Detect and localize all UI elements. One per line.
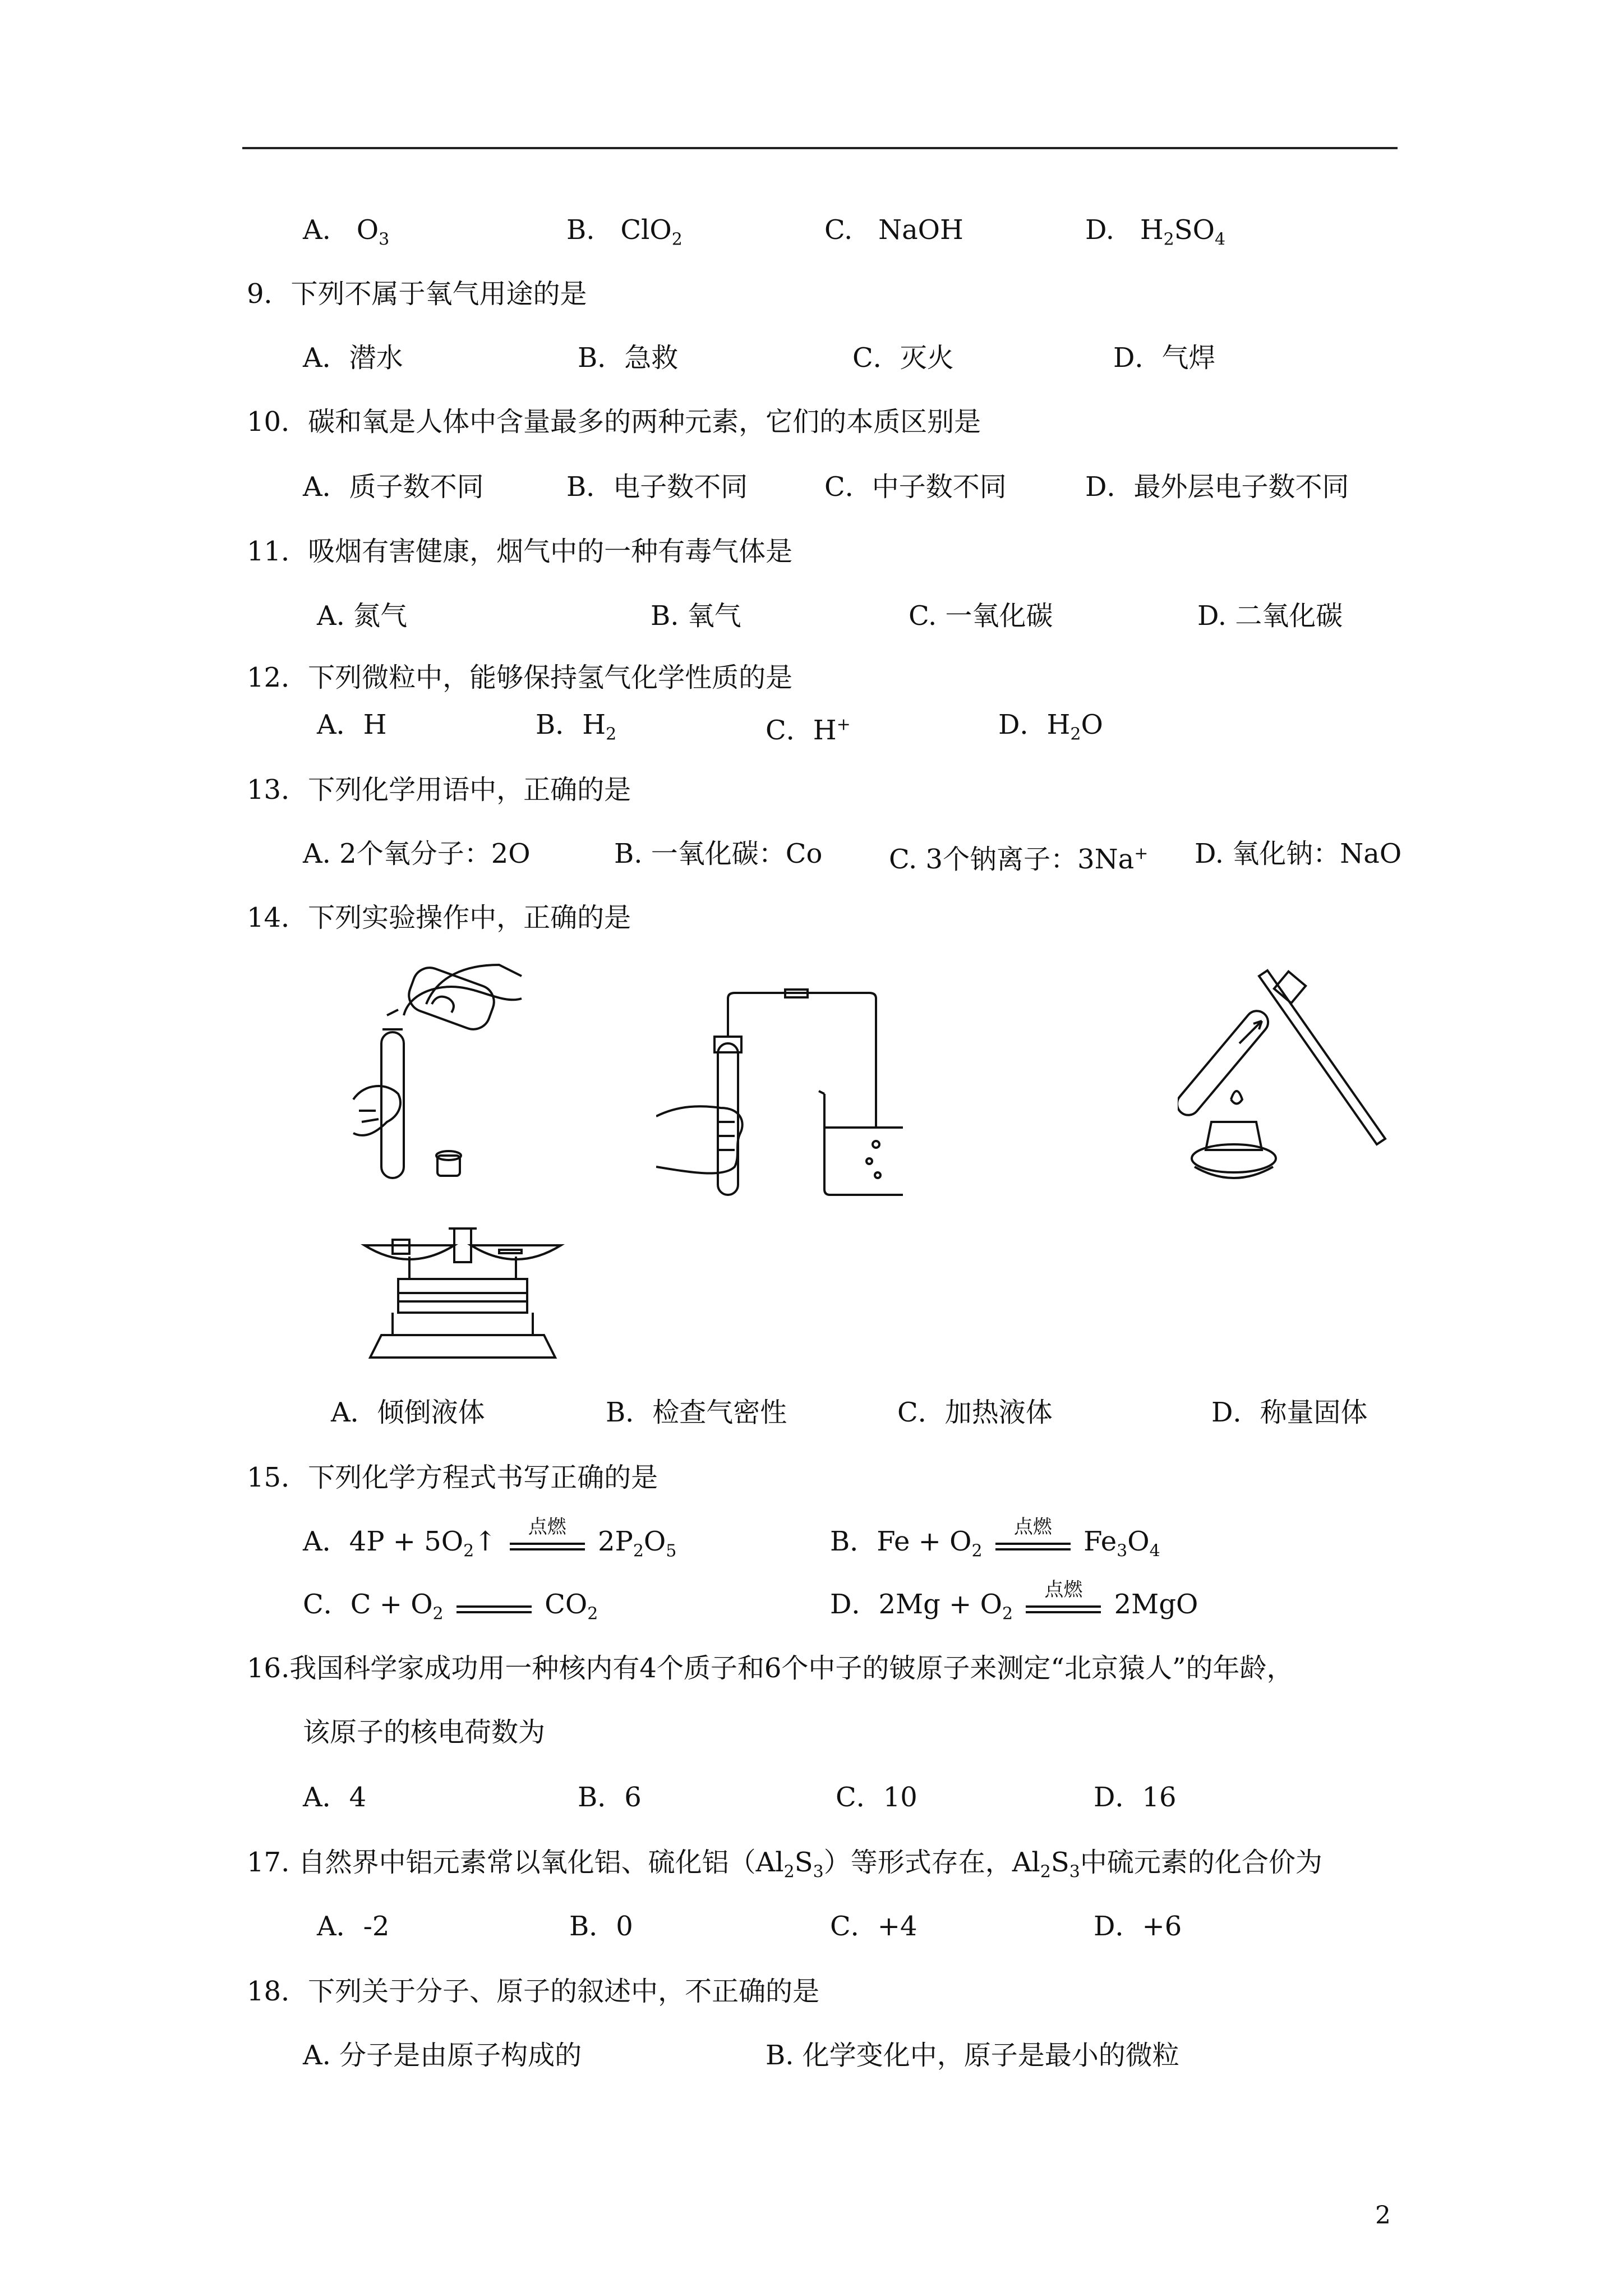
q9-option-c: C．灭火 [852,342,954,374]
q14-option-a: A．倾倒液体 [331,1397,485,1428]
q9-option-d: D．气焊 [1113,342,1216,374]
q16-option-b: B．6 [578,1782,642,1813]
q12-option-c: C．H+ [766,715,851,746]
q17-option-d: D．+6 [1094,1911,1182,1942]
reaction-condition-d: 点燃 [1021,1590,1105,1623]
q17-option-b: B．0 [569,1911,633,1942]
q10-option-d: D．最外层电子数不同 [1085,471,1349,503]
q14-option-c: C．加热液体 [897,1397,1053,1428]
q12-option-b: B．$H_2$ [536,709,617,744]
heating-liquid-illustration [1178,954,1396,1195]
q12-option-a: A．H [317,709,387,740]
q12-option-d: D．$H_2O$ [998,709,1103,744]
q13-option-c: C. 3个钠离子：3Na+ [889,844,1149,875]
q16-option-c: C．10 [836,1782,917,1813]
q9-option-b: B．急救 [578,342,679,374]
q13-stem: 13．下列化学用语中，正确的是 [247,774,631,806]
reaction-condition-a: 点燃 [505,1527,589,1561]
page-number: 2 [1375,2201,1391,2230]
q15-stem: 15．下列化学方程式书写正确的是 [247,1462,658,1493]
reaction-condition-b: 点燃 [991,1527,1075,1561]
header-rule [242,147,1398,149]
q16-stem: 16.我国科学家成功用一种核内有4个质子和6个中子的铍原子来测定“北京猿人”的年龄， [247,1653,1294,1684]
q15-option-a: A．$4P + 5O_2↑$ 点燃 $2P_2O_5$ [303,1515,677,1561]
pouring-liquid-illustration [342,954,527,1195]
q18-stem: 18．下列关于分子、原子的叙述中，不正确的是 [247,1976,820,2007]
q10-option-b: B．电子数不同 [566,471,748,503]
q11-option-a: A. 氮气 [317,600,408,632]
q11-option-b: B. 氧气 [651,600,741,632]
q8-option-d: D. $H_2SO_4$ [1085,214,1226,250]
q16-option-d: D．16 [1094,1782,1177,1813]
q15-option-d: D．$2Mg + O_2$ 点燃 2MgO [830,1578,1198,1624]
q14-option-d: D．称量固体 [1211,1397,1368,1428]
q8-option-a: A. $O_3$ [303,214,390,250]
q13-option-b: B. 一氧化碳：Co [614,838,823,869]
q17-option-c: C．+4 [830,1911,917,1942]
q14-stem: 14．下列实验操作中，正确的是 [247,902,631,933]
q12-stem: 12．下列微粒中，能够保持氢气化学性质的是 [247,662,793,693]
q16-stem-cont: 该原子的核电荷数为 [303,1717,546,1748]
q14-option-b: B．检查气密性 [606,1397,787,1428]
q15-option-c: C．$C + O_2$ $CO_2$ [303,1589,598,1624]
q13-option-a: A. 2个氧分子：2O [303,838,531,869]
q10-option-a: A．质子数不同 [303,471,484,503]
q16-option-a: A．4 [303,1782,367,1813]
q8-option-c: C. NaOH [824,214,963,246]
q15-option-b: B．$Fe + O_2$ 点燃 $Fe_3O_4$ [830,1515,1160,1561]
q9-stem: 9．下列不属于氧气用途的是 [247,278,587,310]
q11-stem: 11．吸烟有害健康，烟气中的一种有毒气体是 [247,536,793,567]
q18-option-a: A. 分子是由原子构成的 [303,2040,582,2071]
q17-stem: 17. 自然界中铝元素常以氧化铝、硫化铝$(Al_2S_3)$等形式存在，$Al_2S_3$中硫元素的化合价为 [247,1847,1322,1882]
balance-scale-illustration [359,1223,566,1369]
q11-option-c: C. 一氧化碳 [909,600,1053,632]
q17-option-a: A．-2 [317,1911,390,1942]
reaction-equals-c [452,1590,536,1623]
q9-option-a: A．潜水 [303,342,403,374]
q11-option-d: D. 二氧化碳 [1197,600,1343,632]
q10-stem: 10．碳和氧是人体中含量最多的两种元素，它们的本质区别是 [247,406,981,438]
q13-option-d: D. 氧化钠：NaO [1195,838,1402,869]
q8-option-b: B. ClO$_2$ [566,214,683,250]
airtightness-check-illustration [656,987,903,1200]
q18-option-b: B. 化学变化中，原子是最小的微粒 [766,2040,1179,2071]
q10-option-c: C．中子数不同 [824,471,1007,503]
